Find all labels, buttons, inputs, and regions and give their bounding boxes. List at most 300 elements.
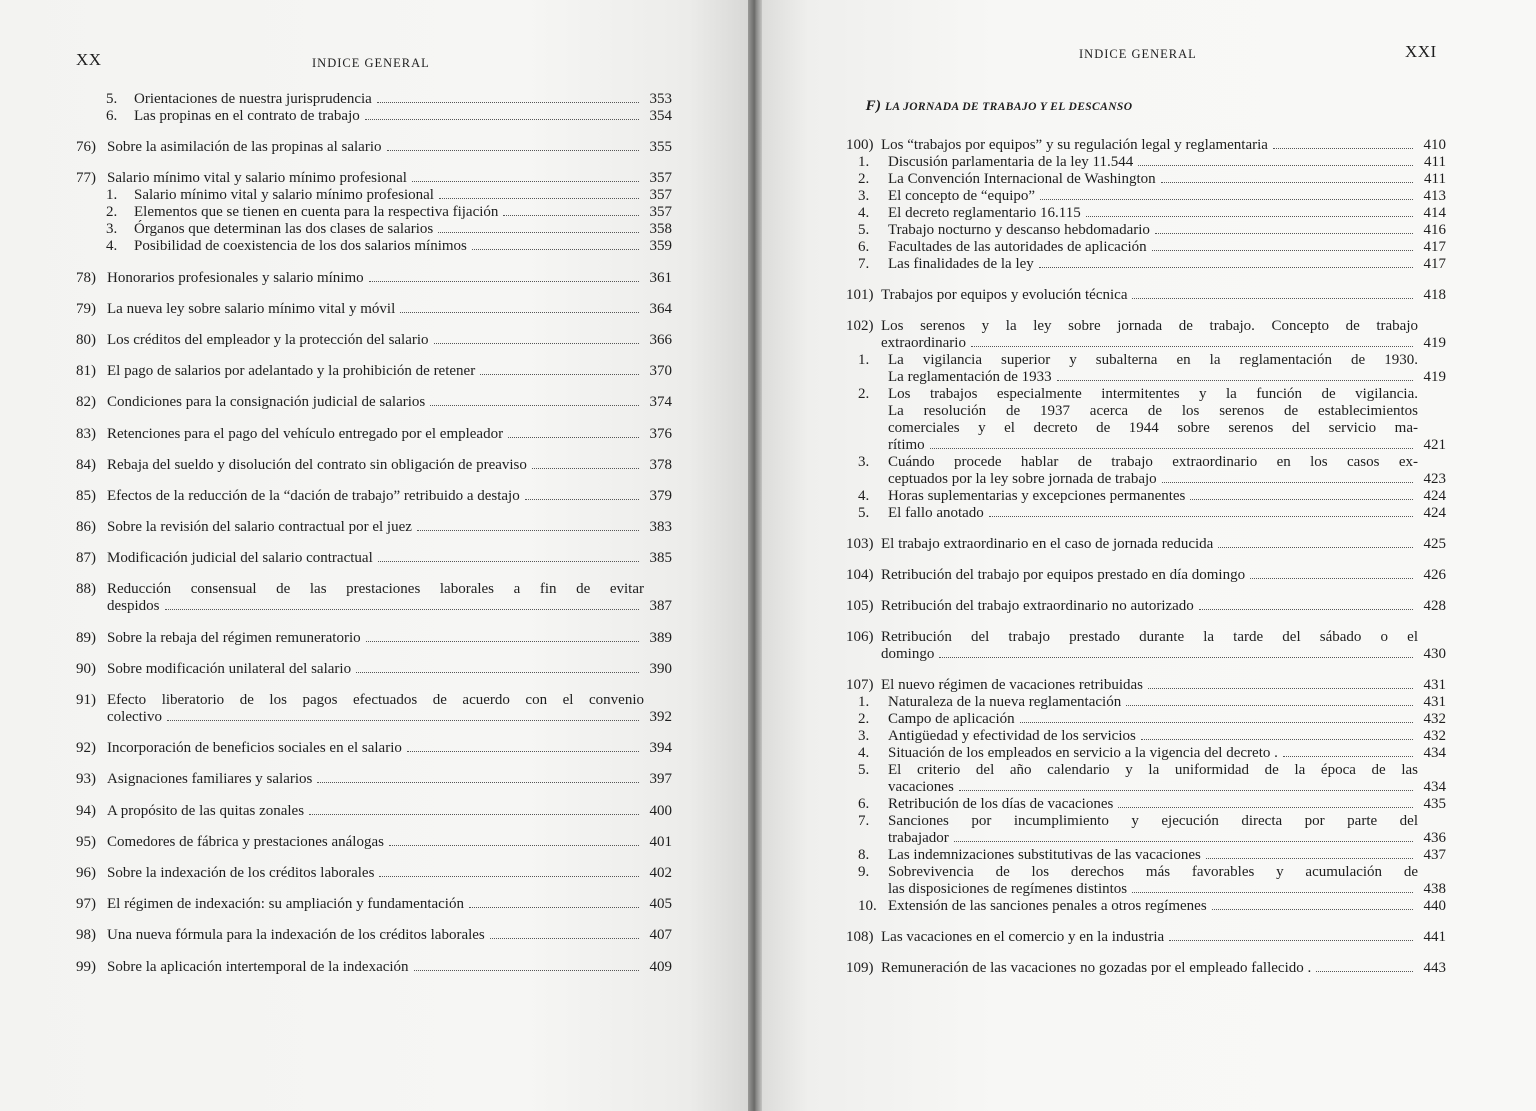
entry-title: Antigüedad y efectividad de los servicios <box>888 728 1136 744</box>
dot-leader <box>469 907 639 908</box>
dot-leader <box>407 751 639 752</box>
dot-leader <box>366 641 639 642</box>
left-page-number: XX <box>76 50 102 69</box>
entry-title: Reducción consensual de las prestaciones laborales a fin de evitar <box>107 581 644 598</box>
section-heading-title: LA JORNADA DE TRABAJO Y EL DESCANSO <box>884 101 1133 113</box>
entry-title-continuation: La reglamentación de 1933 <box>888 369 1052 385</box>
toc-entry[interactable] <box>846 847 1446 864</box>
entry-number: 93) <box>76 771 96 788</box>
toc-entry[interactable] <box>846 813 1446 847</box>
entry-title: Efectos de la reducción de la “dación de trabajo” retribuido a destajo <box>107 487 520 504</box>
toc-entry[interactable] <box>846 898 1446 915</box>
entry-title: Sobre la asimilación de las propinas al salario <box>107 139 382 156</box>
entry-number: 5. <box>858 505 870 521</box>
entry-page-number: 413 <box>1423 188 1446 204</box>
entry-title: El pago de salarios por adelantado y la prohibición de retener <box>107 363 476 380</box>
entry-title: Campo de aplicación <box>888 711 1015 727</box>
entry-page-number: 411 <box>1424 171 1446 187</box>
entry-number: 4. <box>858 745 870 761</box>
entry-number: 105) <box>846 598 874 614</box>
entry-number: 87) <box>76 550 96 567</box>
dot-leader <box>1118 807 1413 808</box>
entry-title-continuation: las disposiciones de regímenes distintos <box>888 881 1128 897</box>
dot-leader <box>1155 233 1413 234</box>
dot-leader <box>954 841 1413 842</box>
toc-entry[interactable] <box>846 171 1446 188</box>
toc-entry[interactable] <box>76 581 672 615</box>
entry-page-number: 407 <box>649 927 672 944</box>
entry-number: 3. <box>858 454 870 470</box>
toc-entry[interactable] <box>846 536 1446 553</box>
entry-number: 86) <box>76 519 96 536</box>
entry-number: 77) <box>76 170 96 187</box>
entry-title: Los trabajos especialmente intermitentes y la función de vigilancia. <box>888 386 1418 402</box>
dot-leader <box>1283 756 1413 757</box>
section-heading <box>762 98 1386 115</box>
entry-number: 79) <box>76 300 96 317</box>
entry-page-number: 425 <box>1423 536 1446 552</box>
entry-page-number: 400 <box>649 802 672 819</box>
entry-title-continuation: vacaciones <box>888 779 954 795</box>
entry-number: 3. <box>106 221 118 238</box>
dot-leader <box>439 198 639 199</box>
dot-leader <box>508 437 639 438</box>
toc-entry[interactable] <box>76 457 672 474</box>
toc-entry[interactable] <box>76 187 672 204</box>
entry-title: Sobre la indexación de los créditos laborales <box>107 864 375 881</box>
toc-entry[interactable] <box>76 270 672 287</box>
entry-title: Órganos que determinan las dos clases de salarios <box>134 221 434 238</box>
entry-number: 1. <box>106 187 118 204</box>
book-gutter <box>748 0 762 1111</box>
entry-page-number: 437 <box>1423 847 1446 863</box>
toc-entry[interactable] <box>76 363 672 380</box>
entry-number: 81) <box>76 363 96 380</box>
dot-leader <box>1141 739 1413 740</box>
entry-number: 5. <box>858 762 870 778</box>
toc-entry[interactable] <box>846 629 1446 663</box>
entry-title: Retenciones para el pago del vehículo entregado por el empleador <box>107 425 504 442</box>
entry-number: 76) <box>76 139 96 156</box>
entry-title: Extensión de las sanciones penales a otros regímenes <box>888 898 1207 914</box>
entry-title: Honorarios profesionales y salario mínimo <box>107 269 364 286</box>
entry-title: Rebaja del sueldo y disolución del contrato sin obligación de preaviso <box>107 456 527 473</box>
toc-entry[interactable] <box>846 154 1446 171</box>
toc-entry[interactable] <box>846 745 1446 762</box>
entry-number: 4. <box>106 238 118 255</box>
entry-page-number: 430 <box>1423 646 1446 662</box>
entry-number: 9. <box>858 864 870 880</box>
toc-entry[interactable] <box>76 740 672 757</box>
entry-page-number: 424 <box>1423 488 1446 504</box>
dot-leader <box>387 150 639 151</box>
dot-leader <box>414 970 639 971</box>
entry-page-number: 431 <box>1423 694 1446 710</box>
entry-number: 1. <box>858 352 870 368</box>
dot-leader <box>1152 250 1413 251</box>
toc-entry[interactable] <box>846 352 1446 386</box>
entry-number: 7. <box>858 813 870 829</box>
dot-leader <box>378 561 639 562</box>
dot-leader <box>434 343 639 344</box>
entry-title: Elementos que se tienen en cuenta para la respectiva fijación <box>134 204 499 221</box>
entry-title: El trabajo extraordinario en el caso de jornada reducida <box>881 536 1214 552</box>
toc-entry[interactable] <box>76 550 672 567</box>
toc-entry[interactable] <box>846 567 1446 584</box>
dot-leader <box>1138 165 1413 166</box>
entry-page-number: 423 <box>1423 471 1446 487</box>
toc-entry[interactable] <box>846 287 1446 304</box>
entry-number: 88) <box>76 581 96 598</box>
dot-leader <box>1132 892 1413 893</box>
entry-title: Incorporación de beneficios sociales en el salario <box>107 740 402 757</box>
dot-leader <box>480 374 639 375</box>
entry-title: Sobrevivencia de los derechos más favorables y acumulación de <box>888 864 1418 880</box>
toc-entry[interactable] <box>76 865 672 882</box>
entry-page-number: 432 <box>1423 711 1446 727</box>
dot-leader <box>490 938 639 939</box>
toc-entry[interactable] <box>76 221 672 238</box>
toc-entry[interactable] <box>846 694 1446 711</box>
entry-number: 99) <box>76 958 96 975</box>
toc-entry[interactable] <box>846 960 1446 977</box>
entry-title: Naturaleza de la nueva reglamentación <box>888 694 1122 710</box>
entry-number: 1. <box>858 154 870 170</box>
entry-number: 1. <box>858 694 870 710</box>
dot-leader <box>1169 940 1413 941</box>
entry-title: La vigilancia superior y subalterna en la reglamentación de 1930. <box>888 352 1418 368</box>
entry-number: 89) <box>76 629 96 646</box>
toc-entry[interactable] <box>846 239 1446 256</box>
entry-title-continuation: domingo <box>881 646 935 662</box>
dot-leader <box>165 609 640 610</box>
dot-leader <box>1148 688 1413 689</box>
entry-page-number: 364 <box>649 300 672 317</box>
entry-title: Asignaciones familiares y salarios <box>107 771 313 788</box>
toc-entry[interactable] <box>846 386 1446 454</box>
dot-leader <box>1086 216 1413 217</box>
dot-leader <box>167 720 639 721</box>
entry-page-number: 441 <box>1423 929 1446 945</box>
entry-title: Orientaciones de nuestra jurisprudencia <box>134 91 372 107</box>
toc-entry[interactable] <box>76 803 672 820</box>
toc-entry[interactable] <box>76 630 672 647</box>
entry-title-continuation: ceptuados por la ley sobre jornada de trabajo <box>888 471 1157 487</box>
entry-number: 6. <box>858 796 870 812</box>
entry-page-number: 383 <box>649 519 672 536</box>
entry-title: A propósito de las quitas zonales <box>107 802 305 819</box>
entry-title: Cuándo procede hablar de trabajo extraordinario en los casos ex- <box>888 454 1418 470</box>
dot-leader <box>369 281 639 282</box>
left-page <box>0 0 748 1111</box>
dot-leader <box>472 249 639 250</box>
dot-leader <box>503 215 639 216</box>
entry-page-number: 411 <box>1424 154 1446 170</box>
entry-title: Sobre la rebaja del régimen remuneratorio <box>107 629 361 646</box>
toc-entry[interactable] <box>76 108 672 125</box>
entry-page-number: 357 <box>649 170 672 187</box>
entry-number: 82) <box>76 394 96 411</box>
entry-title: Efecto liberatorio de los pagos efectuados de acuerdo con el convenio <box>107 692 644 708</box>
toc-entry[interactable] <box>846 598 1446 615</box>
dot-leader <box>532 468 639 469</box>
entry-title: Las propinas en el contrato de trabajo <box>134 108 360 124</box>
entry-number: 109) <box>846 960 874 976</box>
dot-leader <box>309 814 639 815</box>
entry-number: 2. <box>858 171 870 187</box>
entry-page-number: 434 <box>1423 745 1446 761</box>
entry-page-number: 434 <box>1423 779 1446 795</box>
entry-number: 6. <box>106 108 118 124</box>
entry-number: 98) <box>76 927 96 944</box>
dot-leader <box>1162 482 1413 483</box>
toc-entry[interactable] <box>76 238 672 255</box>
entry-number: 4. <box>858 205 870 221</box>
toc-entry[interactable] <box>846 929 1446 946</box>
entry-page-number: 416 <box>1423 222 1446 238</box>
entry-title-continuation: colectivo <box>107 709 162 725</box>
entry-number: 78) <box>76 269 96 286</box>
entry-page-number: 410 <box>1423 137 1446 153</box>
toc-entry[interactable] <box>76 139 672 156</box>
entry-number: 108) <box>846 929 874 945</box>
dot-leader <box>989 516 1413 517</box>
toc-entry[interactable] <box>76 834 672 851</box>
entry-page-number: 414 <box>1423 205 1446 221</box>
entry-title: Sanciones por incumplimiento y ejecución directa por parte del <box>888 813 1418 829</box>
entry-page-number: 370 <box>649 363 672 380</box>
entry-number: 2. <box>106 204 118 221</box>
entry-number: 97) <box>76 896 96 913</box>
entry-title: Trabajo nocturno y descanso hebdomadario <box>888 222 1150 238</box>
entry-title: Condiciones para la consignación judicial de salarios <box>107 394 426 411</box>
entry-number: 83) <box>76 425 96 442</box>
entry-page-number: 421 <box>1423 437 1446 453</box>
toc-entry[interactable] <box>76 661 672 678</box>
entry-title: Modificación judicial del salario contractual <box>107 550 373 567</box>
entry-number: 85) <box>76 487 96 504</box>
entry-page-number: 424 <box>1423 505 1446 521</box>
toc-entry[interactable] <box>846 256 1446 273</box>
toc-entry[interactable] <box>846 137 1446 154</box>
entry-number: 3. <box>858 188 870 204</box>
toc-entry[interactable] <box>76 301 672 318</box>
toc-entry[interactable] <box>76 896 672 913</box>
entry-page-number: 355 <box>649 139 672 156</box>
entry-title: Sobre la revisión del salario contractual por el juez <box>107 519 412 536</box>
entry-page-number: 359 <box>649 238 672 255</box>
entry-number: 106) <box>846 629 874 645</box>
entry-page-number: 389 <box>649 629 672 646</box>
entry-number: 7. <box>858 256 870 272</box>
dot-leader <box>1212 909 1413 910</box>
entry-title: Comedores de fábrica y prestaciones análogas <box>107 833 384 850</box>
entry-number: 101) <box>846 287 874 303</box>
entry-page-number: 357 <box>649 187 672 204</box>
entry-number: 103) <box>846 536 874 552</box>
entry-title: El nuevo régimen de vacaciones retribuidas <box>881 677 1143 693</box>
entry-title: Los serenos y la ley sobre jornada de trabajo. Concepto de trabajo <box>881 318 1418 334</box>
entry-title: Posibilidad de coexistencia de los dos salarios mínimos <box>134 238 467 255</box>
entry-number: 4. <box>858 488 870 504</box>
dot-leader <box>1316 971 1413 972</box>
entry-page-number: 390 <box>649 660 672 677</box>
entry-title-continuation: comerciales y el decreto de 1944 sobre serenos del servicio ma- <box>888 420 1418 436</box>
entry-title: Las vacaciones en el comercio y en la industria <box>881 929 1165 945</box>
left-running-head: INDICE GENERAL <box>312 56 430 70</box>
dot-leader <box>400 312 639 313</box>
entry-number: 92) <box>76 740 96 757</box>
toc-entry[interactable] <box>76 519 672 536</box>
entry-title: El régimen de indexación: su ampliación y fundamentación <box>107 896 464 913</box>
dot-leader <box>1126 705 1413 706</box>
entry-number: 96) <box>76 864 96 881</box>
toc-entry[interactable] <box>846 728 1446 745</box>
entry-page-number: 417 <box>1423 256 1446 272</box>
entry-page-number: 405 <box>649 896 672 913</box>
dot-leader <box>1250 578 1413 579</box>
dot-leader <box>377 102 639 103</box>
entry-title: Retribución del trabajo por equipos prestado en día domingo <box>881 567 1246 583</box>
toc-entry[interactable] <box>846 864 1446 898</box>
entry-page-number: 435 <box>1423 796 1446 812</box>
dot-leader <box>939 657 1413 658</box>
entry-number: 107) <box>846 677 874 693</box>
entry-number: 5. <box>858 222 870 238</box>
entry-title: Horas suplementarias y excepciones permanentes <box>888 488 1186 504</box>
dot-leader <box>525 499 639 500</box>
entry-title: Retribución del trabajo extraordinario no autorizado <box>881 598 1194 614</box>
entry-title: Remuneración de las vacaciones no gozadas por el empleado fallecido . <box>881 960 1312 976</box>
entry-title: El criterio del año calendario y la uniformidad de la época de las <box>888 762 1418 778</box>
entry-number: 2. <box>858 711 870 727</box>
entry-title: El decreto reglamentario 16.115 <box>888 205 1081 221</box>
dot-leader <box>1206 858 1413 859</box>
entry-page-number: 361 <box>649 269 672 286</box>
right-running-head: INDICE GENERAL <box>1079 47 1197 61</box>
toc-entry[interactable] <box>846 762 1446 796</box>
toc-entry[interactable] <box>76 91 672 108</box>
entry-title: Situación de los empleados en servicio a la vigencia del decreto . <box>888 745 1278 761</box>
entry-page-number: 385 <box>649 550 672 567</box>
dot-leader <box>389 845 639 846</box>
entry-number: 80) <box>76 331 96 348</box>
entry-number: 90) <box>76 660 96 677</box>
entry-title: Las finalidades de la ley <box>888 256 1034 272</box>
toc-entry[interactable] <box>846 677 1446 694</box>
toc-entry[interactable] <box>846 188 1446 205</box>
entry-title: Sobre modificación unilateral del salario <box>107 660 352 677</box>
left-table-of-contents <box>76 91 672 976</box>
toc-entry[interactable] <box>76 426 672 443</box>
entry-page-number: 358 <box>649 221 672 238</box>
entry-title: Las indemnizaciones substitutivas de las vacaciones <box>888 847 1201 863</box>
entry-page-number: 401 <box>649 833 672 850</box>
toc-entry[interactable] <box>76 204 672 221</box>
entry-number: 10. <box>858 898 877 914</box>
entry-title-continuation: trabajador <box>888 830 949 846</box>
entry-page-number: 366 <box>649 331 672 348</box>
entry-title: Los “trabajos por equipos” y su regulación legal y reglamentaria <box>881 137 1268 153</box>
entry-page-number: 357 <box>649 204 672 221</box>
entry-page-number: 374 <box>649 394 672 411</box>
entry-page-number: 426 <box>1423 567 1446 583</box>
entry-page-number: 443 <box>1423 960 1446 976</box>
entry-title: Discusión parlamentaria de la ley 11.544 <box>888 154 1134 170</box>
entry-page-number: 438 <box>1423 881 1446 897</box>
entry-page-number: 419 <box>1423 335 1446 351</box>
entry-title: Facultades de las autoridades de aplicación <box>888 239 1147 255</box>
toc-entry[interactable] <box>76 332 672 349</box>
toc-entry[interactable] <box>846 454 1446 488</box>
entry-title-continuation: extraordinario <box>881 335 966 351</box>
entry-page-number: 440 <box>1423 898 1446 914</box>
toc-entry[interactable] <box>846 222 1446 239</box>
entry-page-number: 353 <box>649 91 672 107</box>
toc-entry[interactable] <box>846 488 1446 505</box>
toc-entry[interactable] <box>76 394 672 411</box>
right-page <box>762 0 1536 1111</box>
dot-leader <box>1057 380 1413 381</box>
entry-page-number: 379 <box>649 487 672 504</box>
dot-leader <box>1199 609 1413 610</box>
entry-page-number: 428 <box>1423 598 1446 614</box>
entry-number: 5. <box>106 91 118 107</box>
dot-leader <box>1020 722 1413 723</box>
toc-entry[interactable] <box>846 796 1446 813</box>
dot-leader <box>1132 298 1413 299</box>
dot-leader <box>356 672 639 673</box>
entry-page-number: 402 <box>649 864 672 881</box>
entry-number: 84) <box>76 456 96 473</box>
dot-leader <box>430 405 639 406</box>
toc-entry[interactable] <box>76 488 672 505</box>
entry-number: 94) <box>76 802 96 819</box>
toc-entry[interactable] <box>846 318 1446 352</box>
dot-leader <box>959 790 1413 791</box>
toc-entry[interactable] <box>76 692 672 726</box>
entry-title: El concepto de “equipo” <box>888 188 1036 204</box>
entry-title: La Convención Internacional de Washington <box>888 171 1156 187</box>
dot-leader <box>438 232 639 233</box>
entry-number: 102) <box>846 318 874 334</box>
dot-leader <box>365 119 639 120</box>
entry-title-continuation: La resolución de 1937 acerca de los serenos de establecimientos <box>888 403 1418 419</box>
toc-entry[interactable] <box>846 505 1446 522</box>
entry-number: 100) <box>846 137 874 153</box>
entry-number: 8. <box>858 847 870 863</box>
entry-page-number: 376 <box>649 425 672 442</box>
dot-leader <box>1218 547 1413 548</box>
entry-page-number: 431 <box>1423 677 1446 693</box>
toc-entry[interactable] <box>846 711 1446 728</box>
dot-leader <box>379 876 639 877</box>
entry-page-number: 436 <box>1423 830 1446 846</box>
toc-entry[interactable] <box>76 927 672 944</box>
section-heading-prefix: F) <box>865 98 882 114</box>
entry-title: Retribución del trabajo prestado durante la tarde del sábado o el <box>881 629 1418 645</box>
toc-entry[interactable] <box>846 205 1446 222</box>
entry-page-number: 378 <box>649 456 672 473</box>
dot-leader <box>971 346 1413 347</box>
entry-page-number: 354 <box>649 108 672 124</box>
dot-leader <box>1040 199 1413 200</box>
toc-entry[interactable] <box>76 170 672 187</box>
entry-title: Salario mínimo vital y salario mínimo profesional <box>107 170 407 187</box>
toc-entry[interactable] <box>76 771 672 788</box>
dot-leader <box>930 448 1413 449</box>
toc-entry[interactable] <box>76 959 672 976</box>
